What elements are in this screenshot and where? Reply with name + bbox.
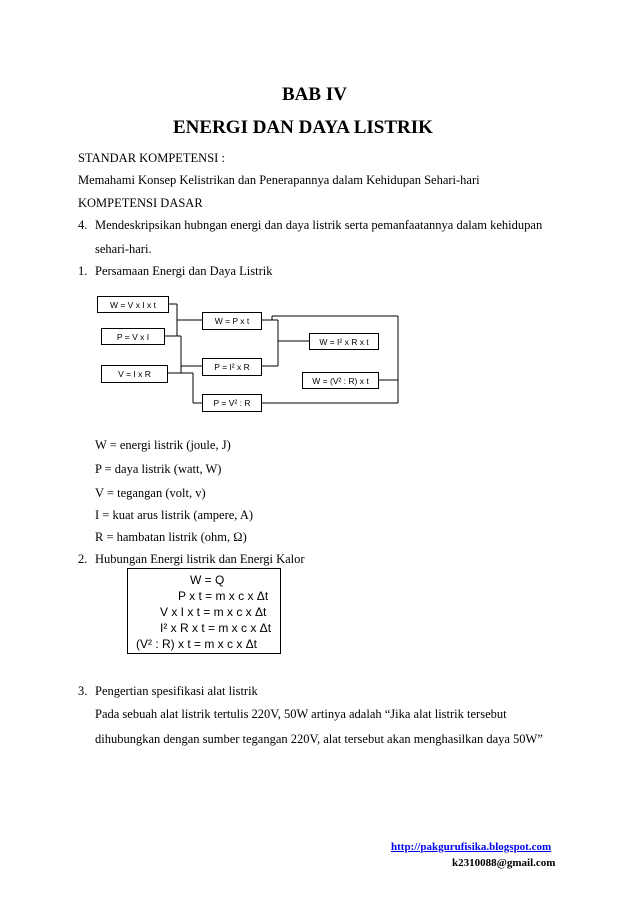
formula-line: (V² : R) x t = m x c x Δt	[136, 637, 258, 651]
section-2-title: Hubungan Energi listrik dan Energi Kalor	[95, 552, 305, 566]
box-p-v2r: P = V² : R	[202, 394, 262, 412]
definition-item: W = energi listrik (joule, J)	[95, 438, 231, 452]
page-title: ENERGI DAN DAYA LISTRIK	[173, 117, 433, 138]
formula-line: I² x R x t = m x c x Δt	[160, 621, 272, 635]
definition-item: P = daya listrik (watt, W)	[95, 462, 222, 476]
box-p-vi: P = V x I	[101, 328, 165, 345]
section-3-line-2: dihubungkan dengan sumber tegangan 220V, alat tersebut akan menghasilkan daya 50W”	[95, 732, 543, 746]
box-w-i2rt: W = I² x R x t	[309, 333, 379, 350]
box-w-vit: W = V x I x t	[97, 296, 169, 313]
section-1-title: Persamaan Energi dan Daya Listrik	[95, 264, 273, 278]
box-p-i2r: P = I² x R	[202, 358, 262, 376]
definition-item: V = tegangan (volt, v)	[95, 486, 206, 500]
kd-number: 4.	[78, 218, 88, 232]
kd-line-1: Mendeskripsikan hubngan energi dan daya listrik serta pemanfaatannya dalam kehidupan	[95, 218, 543, 232]
box-w-pt: W = P x t	[202, 312, 262, 330]
formula-line: W = Q	[190, 573, 225, 587]
heat-formula-box	[127, 568, 281, 654]
definition-item: R = hambatan listrik (ohm, Ω)	[95, 530, 247, 544]
section-3-line-1: Pada sebuah alat listrik tertulis 220V, 50W artinya adalah “Jika alat listrik tersebut	[95, 707, 507, 721]
section-1-number: 1.	[78, 264, 88, 278]
formula-line: V x I x t = m x c x Δt	[160, 605, 267, 619]
chapter-label: BAB IV	[282, 84, 347, 105]
section-3-number: 3.	[78, 684, 88, 698]
definition-item: I = kuat arus listrik (ampere, A)	[95, 508, 254, 522]
formula-line: P x t = m x c x Δt	[178, 589, 269, 603]
footer-email: k2310088@gmail.com	[452, 857, 556, 869]
box-w-v2rt: W = (V² : R) x t	[302, 372, 379, 389]
section-3-title: Pengertian spesifikasi alat listrik	[95, 684, 258, 698]
standar-heading: STANDAR KOMPETENSI :	[78, 151, 225, 165]
section-2-number: 2.	[78, 552, 88, 566]
blog-link[interactable]: http://pakgurufisika.blogspot.com	[391, 841, 552, 853]
standar-text: Memahami Konsep Kelistrikan dan Penerapannya dalam Kehidupan Sehari-hari	[78, 173, 480, 187]
footer-link[interactable]	[391, 841, 551, 853]
kompetensi-heading: KOMPETENSI DASAR	[78, 196, 203, 210]
box-v-ir: V = I x R	[101, 365, 168, 383]
kd-line-2: sehari-hari.	[95, 242, 152, 256]
